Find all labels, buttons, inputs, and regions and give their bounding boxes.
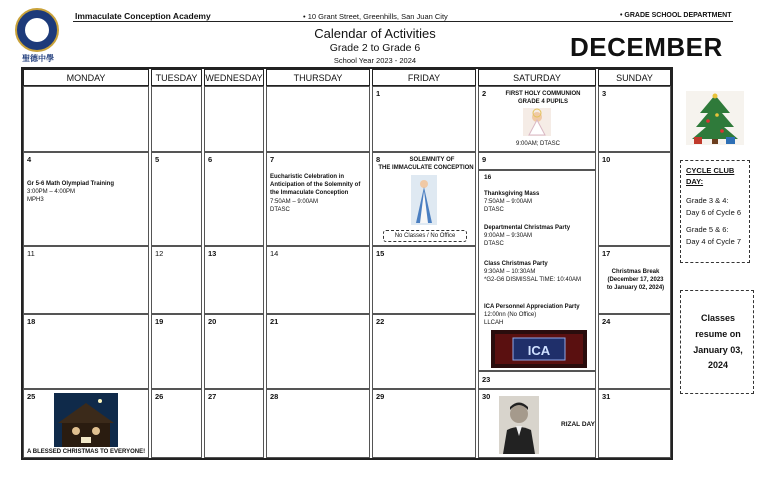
seal-caption: 聖德中學 (22, 53, 54, 63)
cell-day-23 (478, 371, 596, 389)
address-text: 10 Grant Street, Greenhills, San Juan City (307, 12, 448, 21)
event-title: Thanksgiving Mass (484, 191, 540, 197)
day-number: 24 (602, 317, 611, 326)
cycle-club-title: CYCLE CLUB DAY: (686, 166, 735, 186)
header-friday: FRIDAY (372, 69, 476, 86)
school-name: Immaculate Conception Academy (75, 11, 211, 21)
cell-day-6 (204, 152, 264, 246)
department-text: GRADE SCHOOL DEPARTMENT (624, 12, 732, 19)
cell-day-22 (372, 314, 476, 389)
day-number: 29 (376, 392, 385, 401)
event-time: 9:00AM – 9:30AM (484, 233, 533, 239)
event-title: Christmas Break (611, 269, 660, 275)
classes-resume-text: Classes resume on January 03, 2024 (693, 313, 743, 371)
cell-day-5 (151, 152, 202, 246)
day-number: 10 (602, 155, 611, 164)
cell-empty (151, 86, 202, 152)
day-number: 22 (376, 317, 385, 326)
nativity-image (54, 393, 118, 447)
cell-day-29 (372, 389, 476, 458)
day-number: 14 (270, 249, 279, 258)
day-number: 25 (27, 392, 36, 401)
cell-day-18 (23, 314, 149, 389)
day-number: 31 (602, 392, 611, 401)
page-title: Calendar of Activities (314, 26, 436, 41)
event-place: DTASC (270, 207, 290, 213)
event-place: LLCAH (484, 320, 504, 326)
day-number: 18 (27, 317, 36, 326)
cycle-grade-5-6: Grade 5 & 6: (686, 225, 729, 234)
event-place: MPH3 (27, 197, 44, 203)
ica-logo-text: ICA (527, 343, 551, 358)
cell-day-26 (151, 389, 202, 458)
event-title: Class Christmas Party (484, 261, 548, 267)
day-number: 21 (270, 317, 279, 326)
cell-day-7 (266, 152, 370, 246)
communion-image (523, 108, 551, 136)
cell-day-4 (23, 152, 149, 246)
seal-center (25, 18, 49, 42)
event-title: Eucharistic Celebration in Anticipation of the Solemnity of the Immaculate Conception (270, 174, 361, 197)
event-subtitle: GRADE 4 PUPILS (517, 99, 568, 105)
cell-day-24 (598, 314, 671, 389)
header-rule (73, 21, 733, 22)
day-number: 30 (482, 392, 491, 401)
cell-day-21 (266, 314, 370, 389)
day-number: 19 (155, 317, 164, 326)
cell-day-20 (204, 314, 264, 389)
header-thursday: THURSDAY (266, 69, 370, 86)
event-title: Departmental Christmas Party (484, 225, 571, 231)
event-place: DTASC (484, 241, 504, 247)
day-number: 5 (155, 155, 160, 164)
immaculate-conception-image (411, 175, 437, 225)
cell-day-25 (23, 389, 149, 458)
day-number: 23 (482, 375, 491, 384)
day-number: 8 (376, 155, 381, 164)
day-number: 11 (27, 249, 35, 258)
cycle-day-a: Day 6 of Cycle 6 (686, 208, 742, 217)
event-time: 9:00AM; DTASC (516, 141, 560, 147)
cell-day-2 (478, 86, 596, 152)
event-subtitle: (December 17, 2023 (607, 277, 664, 283)
rizal-portrait (499, 396, 539, 454)
cell-day-9 (478, 152, 596, 170)
page-subtitle: Grade 2 to Grade 6 (329, 42, 421, 54)
christmas-tree-image (686, 91, 744, 145)
event-title: ICA Personnel Appreciation Party (484, 304, 580, 310)
cycle-grade-3-4: Grade 3 & 4: (686, 196, 729, 205)
school-address: • 10 Grant Street, Greenhills, San Juan City (303, 12, 448, 21)
cycle-day-b: Day 4 of Cycle 7 (686, 237, 742, 246)
cell-day-14 (266, 246, 370, 314)
ica-party-image (491, 330, 587, 368)
event-title: SOLEMNITY OF (409, 157, 455, 163)
day-number: 20 (208, 317, 217, 326)
cell-day-27 (204, 389, 264, 458)
cell-day-28 (266, 389, 370, 458)
day-number: 3 (602, 89, 607, 98)
cell-day-16 (478, 170, 596, 371)
header-tuesday: TUESDAY (151, 69, 202, 86)
event-title: FIRST HOLY COMMUNION (505, 91, 581, 97)
month-title: DECEMBER (570, 32, 723, 62)
cell-day-11 (23, 246, 149, 314)
event-subtitle: THE IMMACULATE CONCEPTION (378, 165, 474, 171)
header-monday: MONDAY (23, 69, 149, 86)
cell-day-1 (372, 86, 476, 152)
cell-day-30 (478, 389, 596, 458)
department: • GRADE SCHOOL DEPARTMENT (620, 12, 732, 19)
day-number: 1 (376, 89, 381, 98)
cell-day-19 (151, 314, 202, 389)
day-number: 7 (270, 155, 275, 164)
cell-day-10 (598, 152, 671, 246)
cell-empty (266, 86, 370, 152)
day-number: 2 (482, 89, 487, 98)
day-number: 17 (602, 249, 611, 258)
cell-empty (204, 86, 264, 152)
christmas-greeting: A BLESSED CHRISTMAS TO EVERYONE! (27, 449, 146, 455)
header-saturday: SATURDAY (478, 69, 596, 86)
cell-day-8 (372, 152, 476, 246)
event-place: DTASC (484, 207, 504, 213)
event-note: *G2-G6 DISMISSAL TIME: 10:40AM (484, 277, 582, 283)
day-number: 27 (208, 392, 217, 401)
day-number: 26 (155, 392, 164, 401)
header-wednesday: WEDNESDAY (204, 69, 264, 86)
event-subtitle: to January 02, 2024) (606, 285, 665, 291)
event-title: Gr 5-6 Math Olympiad Training (27, 181, 115, 187)
no-classes-label: No Classes / No Office (383, 230, 467, 242)
day-number: 6 (208, 155, 213, 164)
cell-day-17 (598, 246, 671, 314)
day-number: 9 (482, 155, 487, 164)
cell-day-12 (151, 246, 202, 314)
event-time: 9:30AM – 10:30AM (484, 269, 536, 275)
cell-day-15 (372, 246, 476, 314)
day-number: 4 (27, 155, 32, 164)
cycle-club-box (680, 160, 750, 263)
event-time: 7:50AM – 9:00AM (484, 199, 533, 205)
header-sunday: SUNDAY (598, 69, 671, 86)
cell-day-3 (598, 86, 671, 152)
cell-empty (23, 86, 149, 152)
day-number: 15 (376, 249, 385, 258)
cell-day-31 (598, 389, 671, 458)
day-number: 28 (270, 392, 279, 401)
event-time: 12:00nn (No Office) (484, 312, 537, 318)
event-time: 3:00PM – 4:00PM (27, 189, 76, 195)
cell-day-13 (204, 246, 264, 314)
event-time: 7:50AM – 9:00AM (270, 199, 319, 205)
day-number: 16 (484, 174, 492, 181)
classes-resume-box (680, 290, 754, 394)
school-year: School Year 2023 - 2024 (333, 56, 417, 65)
day-number: 13 (208, 249, 217, 258)
rizal-day: RIZAL DAY (561, 421, 595, 428)
day-number: 12 (155, 249, 164, 258)
